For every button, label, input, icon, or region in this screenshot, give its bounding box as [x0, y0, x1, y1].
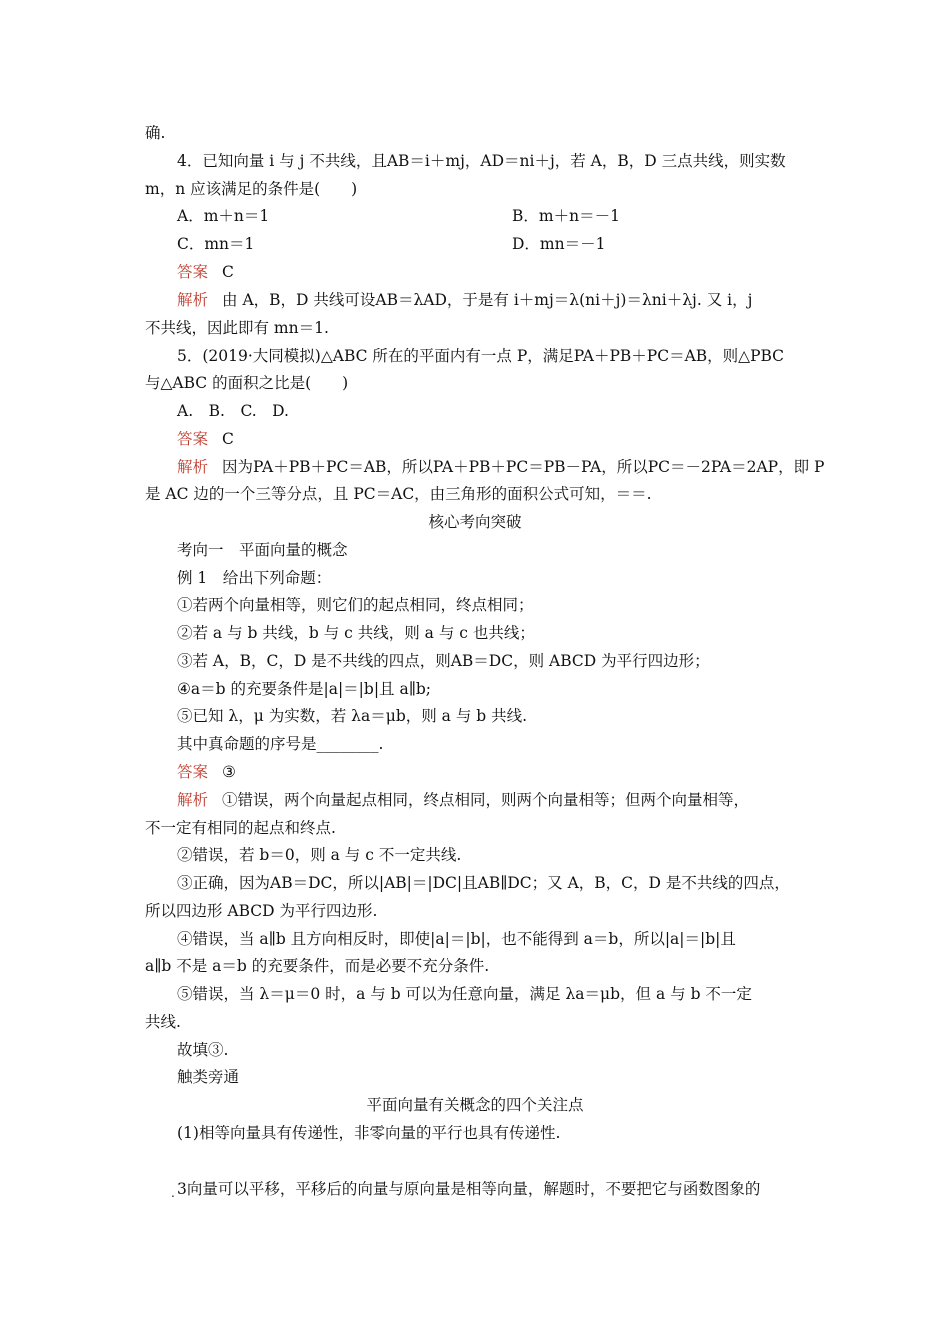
- text-line-l12: [177, 428, 845, 450]
- text-line-l18: [177, 594, 845, 616]
- line-text: ①错误，两个向量起点相同，终点相同，则两个向量相等；但两个向量相等，: [222, 791, 750, 809]
- text-line-l13: [177, 456, 845, 478]
- line-text: ③: [222, 763, 236, 781]
- text-line-l09: [177, 345, 845, 367]
- line-text: m，n 应该满足的条件是( ): [145, 180, 358, 198]
- line-text: ⑤错误，当 λ＝μ＝0 时，a 与 b 可以为任意向量，满足 λa＝μb，但 a 与 b 不一定: [177, 985, 752, 1003]
- text-line-l29: [145, 900, 813, 922]
- stray-dot: .: [171, 1186, 175, 1200]
- line-text: 由 A，B，D 共线可设AB＝λAD，于是有 i＋mj＝λ(ni＋j)＝λni＋λj. 又 i，j: [222, 291, 753, 309]
- text-line-l33: [145, 1011, 813, 1033]
- line-text: 触类旁通: [177, 1068, 240, 1086]
- line-text: 不一定有相同的起点和终点.: [145, 819, 336, 837]
- line-text: 共线.: [145, 1013, 181, 1031]
- line-text: 不共线，因此即有 mn＝1.: [145, 319, 329, 337]
- text-line-l02: [177, 150, 845, 172]
- text-line-l07: [177, 289, 845, 311]
- line-text: 确.: [145, 124, 166, 142]
- text-line-l28: [177, 872, 845, 894]
- answer-tag: 解析: [177, 291, 209, 309]
- text-line-l20: [177, 650, 845, 672]
- line-text: ④错误，当 a∥b 且方向相反时，即使|a|＝|b|，也不能得到 a＝b，所以|a|＝|b|且: [177, 930, 736, 948]
- line-text: 5．(2019·大同模拟)△ABC 所在的平面内有一点 P，满足PA＋PB＋PC＝AB，则△PBC: [177, 347, 785, 365]
- line-text: ①若两个向量相等，则它们的起点相同，终点相同；: [177, 596, 534, 614]
- line-text: ③若 A，B，C，D 是不共线的四点，则AB＝DC，则 ABCD 为平行四边形；: [177, 652, 710, 670]
- line-text: ③正确，因为AB＝DC，所以|AB|＝|DC|且AB∥DC；又 A，B，C，D 是不共线的四点，: [177, 874, 790, 892]
- text-line-l15: [0, 511, 950, 533]
- text-line-l14: [145, 483, 813, 505]
- text-line-l34: [177, 1039, 845, 1061]
- text-line-l30: [177, 928, 845, 950]
- line-text: ④a＝b 的充要条件是|a|＝|b|且 a∥b;: [177, 680, 432, 698]
- line-text: A. B. C. D.: [177, 402, 289, 420]
- text-line-l04: [177, 205, 845, 227]
- text-line-l24: [177, 761, 845, 783]
- line-text: ②错误，若 b＝0，则 a 与 c 不一定共线.: [177, 846, 462, 864]
- text-line-l19: [177, 622, 845, 644]
- answer-tag: 答案: [177, 763, 209, 781]
- line-text: 平面向量有关概念的四个关注点: [366, 1096, 584, 1114]
- text-line-l05: [177, 233, 845, 255]
- answer-tag: 答案: [177, 430, 209, 448]
- line-text: 与△ABC 的面积之比是( ): [145, 374, 349, 392]
- text-line-l06: [177, 261, 845, 283]
- answer-tag: 解析: [177, 791, 209, 809]
- text-line-l38: [177, 1178, 845, 1200]
- line-text: ②若 a 与 b 共线，b 与 c 共线，则 a 与 c 也共线；: [177, 624, 535, 642]
- line-text: C．mn＝1: [177, 235, 255, 253]
- text-line-l21: [177, 678, 845, 700]
- line-text: ⑤已知 λ，μ 为实数，若 λa＝μb，则 a 与 b 共线.: [177, 707, 528, 725]
- text-line-l01: [145, 122, 813, 144]
- line-text: 其中真命题的序号是________.: [177, 735, 384, 753]
- text-line-l16: [177, 539, 845, 561]
- line-text: 例 1 给出下列命题：: [177, 569, 332, 587]
- text-line-l26: [145, 817, 813, 839]
- text-line-l36: [0, 1094, 950, 1116]
- line-text: 核心考向突破: [428, 513, 522, 531]
- line-text: 因为PA＋PB＋PC＝AB，所以PA＋PB＋PC＝PB－PA，所以PC＝－2PA＝2AP，即 P: [222, 458, 825, 476]
- text-line-l17: [177, 567, 845, 589]
- text-line-l11: [177, 400, 845, 422]
- line-text: 故填③.: [177, 1041, 229, 1059]
- line-text: C: [222, 430, 234, 448]
- text-line-l22: [177, 705, 845, 727]
- text-line-l03: [145, 178, 813, 200]
- text-line-l37: [177, 1122, 845, 1144]
- line-text: 是 AC 边的一个三等分点，且 PC＝AC，由三角形的面积公式可知，＝＝.: [145, 485, 652, 503]
- line-text: 4．已知向量 i 与 j 不共线，且AB＝i＋mj，AD＝ni＋j，若 A，B，D 三点共线，则实数: [177, 152, 786, 170]
- line-text: (1)相等向量具有传递性，非零向量的平行也具有传递性.: [177, 1124, 561, 1142]
- text-line-l23: [177, 733, 845, 755]
- option-right: D．mn＝－1: [512, 235, 606, 253]
- line-text: C: [222, 263, 234, 281]
- line-text: 考向一 平面向量的概念: [177, 541, 348, 559]
- option-right: B．m＋n＝－1: [512, 207, 620, 225]
- answer-tag: 解析: [177, 458, 209, 476]
- answer-tag: 答案: [177, 263, 209, 281]
- text-line-l35: [177, 1066, 845, 1088]
- line-text: A．m＋n＝1: [177, 207, 270, 225]
- text-line-l27: [177, 844, 845, 866]
- text-line-l25: [177, 789, 845, 811]
- text-line-l31: [145, 955, 813, 977]
- line-text: a∥b 不是 a＝b 的充要条件，而是必要不充分条件.: [145, 957, 490, 975]
- text-line-l32: [177, 983, 845, 1005]
- line-text: 所以四边形 ABCD 为平行四边形.: [145, 902, 378, 920]
- text-line-l08: [145, 317, 813, 339]
- line-text: 3向量可以平移，平移后的向量与原向量是相等向量，解题时，不要把它与函数图象的: [177, 1180, 761, 1198]
- text-line-l10: [145, 372, 813, 394]
